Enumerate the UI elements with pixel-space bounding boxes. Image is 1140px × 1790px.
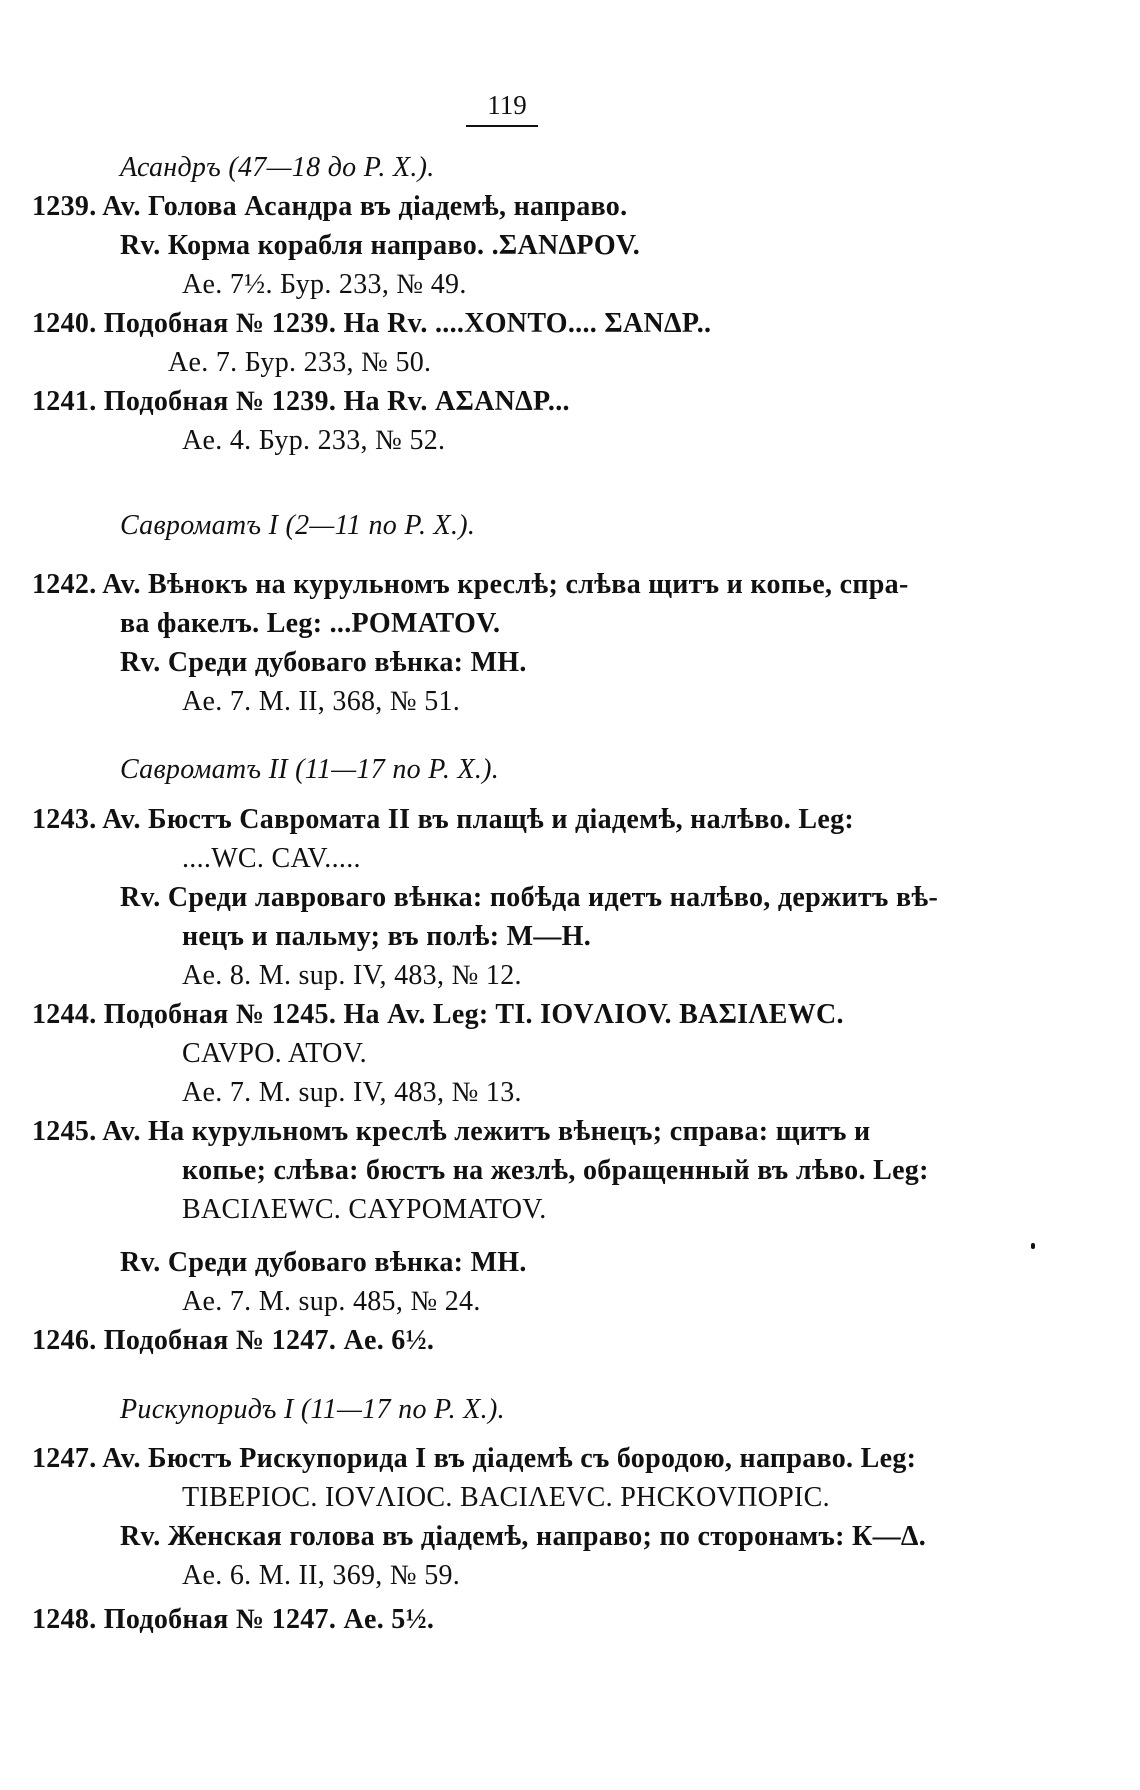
catalog-line: Rv. Среди дубоваго вѣнка: МН. — [120, 647, 527, 678]
catalog-line: Ae. 7. М. II, 368, № 51. — [182, 686, 461, 717]
catalog-line: Rv. Среди дубоваго вѣнка: МН. — [120, 1247, 527, 1278]
catalog-line: Rv. Среди лавроваго вѣнка: побѣда идетъ налѣво, держитъ вѣ- — [120, 882, 939, 913]
catalog-line: Rv. Корма корабля направо. .ΣΑΝΔΡΟV. — [120, 230, 641, 261]
catalog-line: 1248. Подобная № 1247. Ae. 5½. — [32, 1604, 435, 1635]
page-number-rule — [466, 125, 538, 127]
catalog-line: Rv. Женская голова въ діадемѣ, направо; по сторонамъ: К—Δ. — [120, 1521, 927, 1552]
catalog-line: 1245. Av. На курульномъ креслѣ лежитъ вѣнецъ; справа: щитъ и — [32, 1116, 871, 1147]
catalog-line: Ae. 8. M. sup. IV, 483, № 12. — [182, 960, 522, 991]
section-heading-sauromates-1: Савроматъ I (2—11 по Р. Х.). — [120, 510, 476, 541]
catalog-line: 1241. Подобная № 1239. На Rv. ΑΣΑΝΔΡ... — [32, 386, 570, 417]
catalog-line: Ae. 7½. Бур. 233, № 49. — [182, 269, 467, 300]
catalog-line: ....WC. CAV..... — [182, 843, 361, 874]
catalog-line: Ae. 7. Бур. 233, № 50. — [168, 347, 432, 378]
section-heading-asander: Асандръ (47—18 до Р. Х.). — [120, 152, 435, 183]
stray-ink-mark — [1031, 1243, 1035, 1249]
catalog-line: BACIΛEWC. CAYPOMATOV. — [182, 1194, 547, 1225]
catalog-line: Ae. 4. Бур. 233, № 52. — [182, 425, 446, 456]
catalog-line: Ae. 6. M. II, 369, № 59. — [182, 1560, 461, 1591]
catalog-line: 1244. Подобная № 1245. На Av. Leg: TI. IOVΛIOV. BAΣIΛEWC. — [32, 999, 844, 1030]
page-number: 119 — [487, 90, 527, 120]
catalog-line: 1242. Av. Вѣнокъ на курульномъ креслѣ; слѣва щитъ и копье, спра- — [32, 569, 909, 600]
catalog-line: ва факелъ. Leg: ...ΡΟΜΑΤΟV. — [120, 608, 501, 639]
catalog-line: 1247. Av. Бюстъ Рискупорида I въ діадемѣ съ бородою, направо. Leg: — [32, 1443, 917, 1474]
catalog-line: CAVPO. ATOV. — [182, 1038, 367, 1069]
catalog-line: 1246. Подобная № 1247. Ae. 6½. — [32, 1325, 435, 1356]
catalog-line: 1239. Av. Голова Асандра въ діадемѣ, направо. — [32, 191, 628, 222]
catalog-line: 1240. Подобная № 1239. На Rv. ....ΧΟΝΤΟ.... ΣΑΝΔΡ.. — [32, 308, 712, 339]
catalog-line: копье; слѣва: бюстъ на жезлѣ, обращенный въ лѣво. Leg: — [182, 1155, 929, 1186]
catalog-line: TIBEPIOC. IOVΛIOC. BACIΛEVC. PHCKOVΠOPIC. — [182, 1482, 830, 1513]
section-heading-sauromates-2: Савроматъ II (11—17 по Р. Х.). — [120, 754, 500, 785]
catalog-line: Ae. 7. M. sup. IV, 483, № 13. — [182, 1077, 522, 1108]
catalog-line: 1243. Av. Бюстъ Савромата II въ плащѣ и діадемѣ, налѣво. Leg: — [32, 804, 855, 835]
section-heading-rhescuporis-1: Рискупоридъ I (11—17 по Р. Х.). — [120, 1394, 505, 1425]
catalog-line: Ae. 7. M. sup. 485, № 24. — [182, 1286, 481, 1317]
catalog-line: нецъ и пальму; въ полѣ: М—Н. — [182, 921, 592, 952]
